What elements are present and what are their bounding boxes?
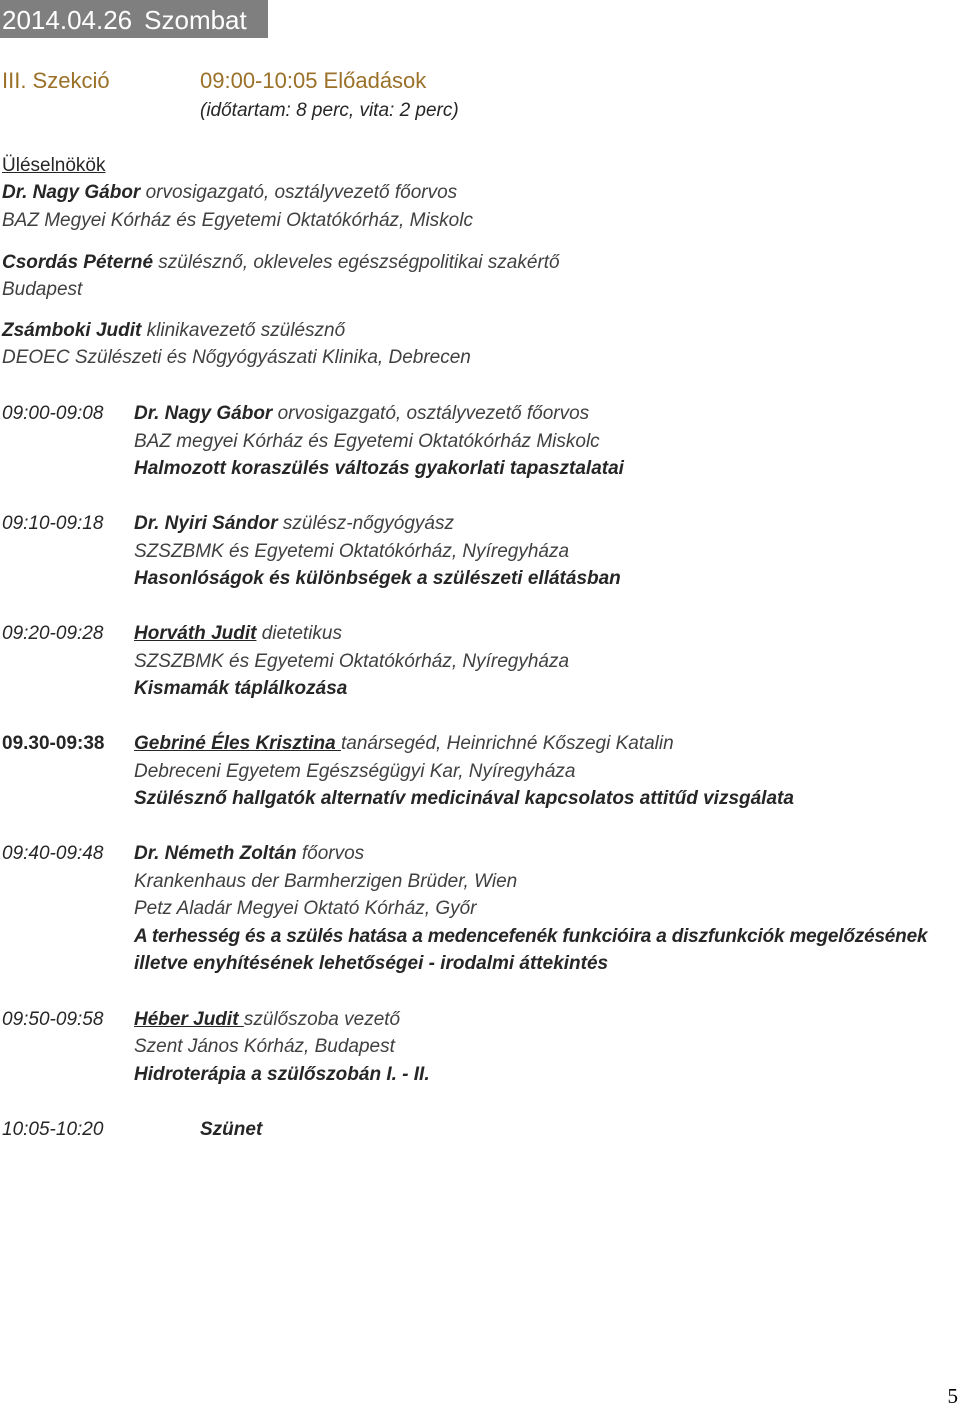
talk-5-org-1: Krankenhaus der Barmherzigen Brüder, Wien (134, 871, 518, 892)
chairs-title: Üléselnökök (2, 155, 106, 176)
talk-6-time: 09:50-09:58 (2, 1009, 104, 1030)
talk-5-speaker: Dr. Németh Zoltán főorvos (134, 843, 365, 864)
talk-5-title-2: illetve enyhítésének lehetőségei - irodalmi áttekintés (134, 953, 609, 974)
talk-3-org: SZSZBMK és Egyetemi Oktatókórház, Nyíregyháza (134, 651, 570, 672)
session-time: 09:00-10:05 Előadások (200, 68, 427, 93)
weekday: Szombat (144, 5, 247, 35)
talk-1-org: BAZ megyei Kórház és Egyetemi Oktatókórház Miskolc (134, 431, 600, 452)
talk-4-title: Szülésznő hallgatók alternatív medicinával kapcsolatos attitűd vizsgálata (134, 788, 794, 809)
date-banner (0, 0, 268, 38)
talk-1-time: 09:00-09:08 (2, 403, 104, 424)
talk-3-speaker: Horváth Judit dietetikus (134, 623, 342, 644)
chair-2-org: Budapest (2, 279, 83, 300)
talk-6-org: Szent János Kórház, Budapest (134, 1036, 395, 1057)
chair-1-org: BAZ Megyei Kórház és Egyetemi Oktatókórház, Miskolc (2, 210, 473, 231)
chair-3-org: DEOEC Szülészeti és Nőgyógyászati Klinika, Debrecen (2, 347, 471, 368)
talk-2-speaker: Dr. Nyiri Sándor szülész-nőgyógyász (134, 513, 454, 534)
break-time: 10:05-10:20 (2, 1119, 104, 1140)
page-number: 5 (947, 1384, 958, 1408)
talk-5-org-2: Petz Aladár Megyei Oktató Kórház, Győr (134, 898, 477, 919)
talk-1-title: Halmozott koraszülés változás gyakorlati tapasztalatai (134, 458, 624, 479)
date: 2014.04.26 (2, 5, 133, 35)
talk-6-speaker: Héber Judit szülőszoba vezető (134, 1009, 401, 1030)
chair-2: Csordás Péterné szülésznő, okleveles egészségpolitikai szakértő (2, 252, 560, 273)
chair-3: Zsámboki Judit klinikavezető szülésznő (2, 320, 346, 341)
talk-1-speaker: Dr. Nagy Gábor orvosigazgató, osztályvezető főorvos (134, 403, 590, 424)
chair-1: Dr. Nagy Gábor orvosigazgató, osztályvezető főorvos (2, 182, 458, 203)
talk-4-time: 09.30-09:38 (2, 733, 105, 754)
talk-2-title: Hasonlóságok és különbségek a szülészeti ellátásban (134, 568, 621, 589)
talk-5-time: 09:40-09:48 (2, 843, 104, 864)
talk-5-title: A terhesség és a szülés hatása a medencefenék funkcióira a diszfunkciók megelőzésének (134, 926, 928, 947)
session-label: III. Szekció (2, 68, 110, 93)
session-note: (időtartam: 8 perc, vita: 2 perc) (200, 100, 459, 121)
talk-6-title: Hidroterápia a szülőszobán I. - II. (134, 1064, 430, 1085)
talk-4-org: Debreceni Egyetem Egészségügyi Kar, Nyíregyháza (134, 761, 576, 782)
talk-2-time: 09:10-09:18 (2, 513, 104, 534)
talk-4-speaker: Gebriné Éles Krisztina tanársegéd, Heinrichné Kőszegi Katalin (134, 733, 674, 754)
break-label: Szünet (200, 1119, 263, 1140)
talk-3-time: 09:20-09:28 (2, 623, 104, 644)
talk-2-org: SZSZBMK és Egyetemi Oktatókórház, Nyíregyháza (134, 541, 570, 562)
talk-3-title: Kismamák táplálkozása (134, 678, 348, 699)
